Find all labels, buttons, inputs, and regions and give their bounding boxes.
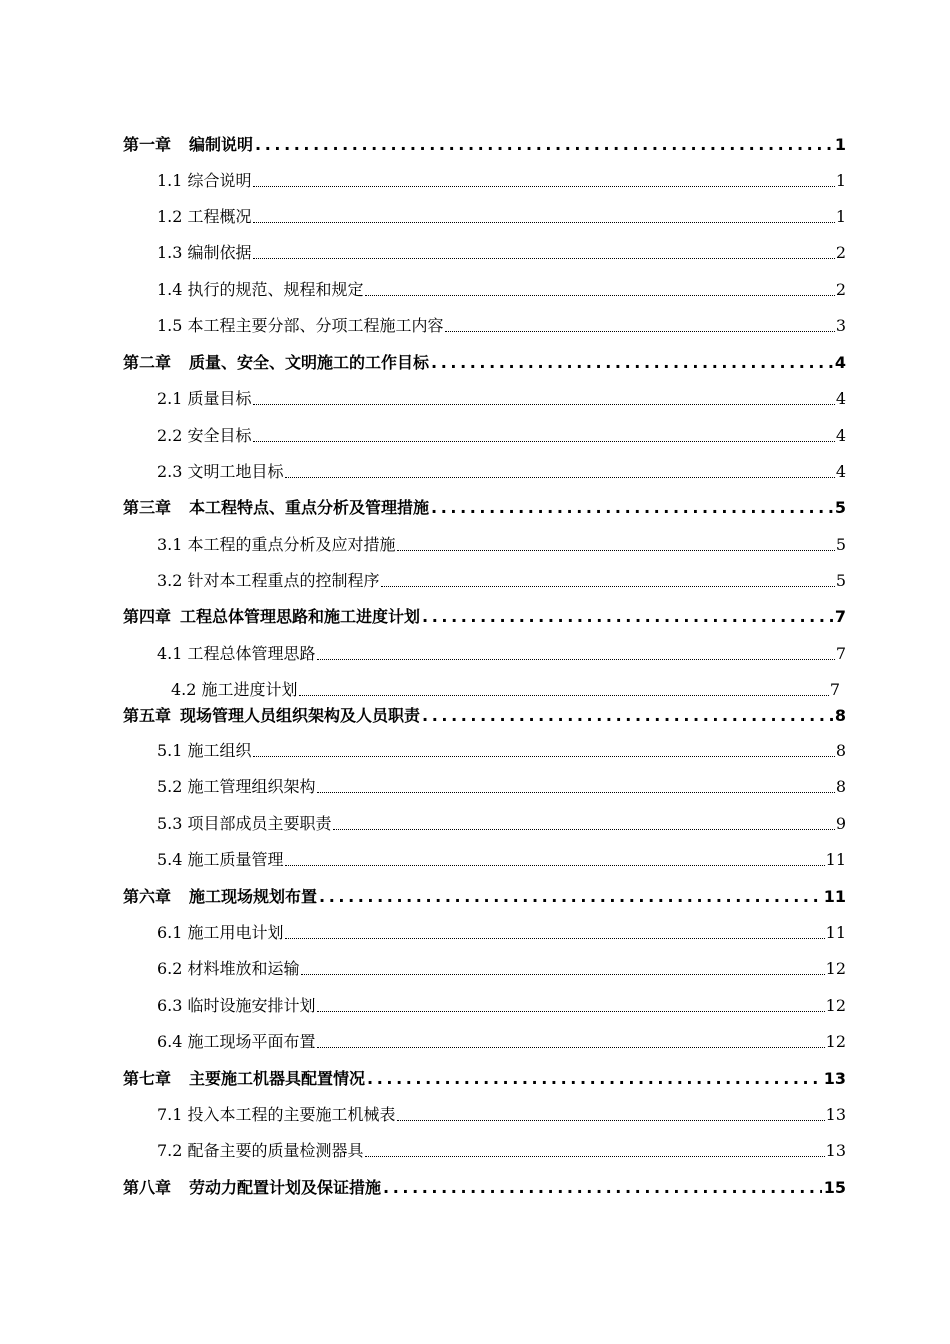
page-number: 12 bbox=[825, 996, 846, 1015]
dot-leader bbox=[365, 285, 835, 296]
toc-section-2-1[interactable] bbox=[157, 388, 846, 410]
page-number: 4 bbox=[835, 462, 846, 481]
page-number: 13 bbox=[823, 1069, 846, 1088]
dot-leader bbox=[319, 886, 822, 908]
toc-chapter-3[interactable] bbox=[123, 497, 846, 519]
section-title: 6.3 临时设施安排计划 bbox=[157, 996, 316, 1015]
dot-leader bbox=[317, 782, 835, 793]
page-number: 7 bbox=[834, 607, 846, 626]
toc-section-4-2[interactable] bbox=[171, 679, 840, 701]
section-title: 4.1 工程总体管理思路 bbox=[157, 644, 316, 663]
page-number: 12 bbox=[825, 1032, 846, 1051]
toc-section-1-2[interactable] bbox=[157, 206, 846, 228]
page-number: 1 bbox=[835, 171, 846, 190]
dot-leader bbox=[383, 1177, 822, 1199]
chapter-title: 质量、安全、文明施工的工作目标 bbox=[189, 353, 430, 372]
dot-leader bbox=[367, 1068, 822, 1090]
toc-chapter-6[interactable] bbox=[123, 886, 846, 908]
dot-leader bbox=[422, 606, 833, 628]
section-title: 3.1 本工程的重点分析及应对措施 bbox=[157, 535, 396, 554]
dot-leader bbox=[317, 1037, 825, 1048]
dot-leader bbox=[301, 964, 825, 975]
chapter-label: 第五章 bbox=[123, 706, 172, 725]
dot-leader bbox=[445, 321, 835, 332]
dot-leader bbox=[431, 352, 833, 374]
section-title: 5.4 施工质量管理 bbox=[157, 850, 284, 869]
section-title: 2.1 质量目标 bbox=[157, 389, 252, 408]
toc-chapter-1[interactable] bbox=[123, 134, 846, 156]
dot-leader bbox=[255, 134, 833, 156]
toc-chapter-8[interactable] bbox=[123, 1177, 846, 1199]
chapter-title: 施工现场规划布置 bbox=[189, 887, 318, 906]
dot-leader bbox=[422, 705, 833, 727]
toc-section-7-2[interactable] bbox=[157, 1140, 846, 1162]
page-number: 8 bbox=[835, 741, 846, 760]
section-title: 7.1 投入本工程的主要施工机械表 bbox=[157, 1105, 396, 1124]
page-number: 4 bbox=[834, 353, 846, 372]
toc-section-1-1[interactable] bbox=[157, 170, 846, 192]
chapter-title: 劳动力配置计划及保证措施 bbox=[189, 1178, 382, 1197]
dot-leader bbox=[253, 746, 835, 757]
page-number: 5 bbox=[835, 535, 846, 554]
chapter-title: 本工程特点、重点分析及管理措施 bbox=[189, 498, 430, 517]
chapter-title: 现场管理人员组织架构及人员职责 bbox=[180, 706, 421, 725]
page-number: 1 bbox=[835, 207, 846, 226]
section-title: 1.5 本工程主要分部、分项工程施工内容 bbox=[157, 316, 444, 335]
chapter-label: 第四章 bbox=[123, 607, 172, 626]
toc-section-3-2[interactable] bbox=[157, 570, 846, 592]
page-number: 2 bbox=[835, 243, 846, 262]
chapter-label: 第三章 bbox=[123, 498, 172, 517]
section-title: 6.1 施工用电计划 bbox=[157, 923, 284, 942]
dot-leader bbox=[253, 176, 835, 187]
toc-section-2-2[interactable] bbox=[157, 425, 846, 447]
toc-chapter-7[interactable] bbox=[123, 1068, 846, 1090]
toc-section-5-4[interactable] bbox=[157, 849, 846, 871]
page-number: 11 bbox=[825, 923, 846, 942]
page-number: 8 bbox=[835, 777, 846, 796]
dot-leader bbox=[253, 431, 835, 442]
chapter-title: 编制说明 bbox=[189, 135, 254, 154]
dot-leader bbox=[365, 1146, 825, 1157]
toc-section-5-2[interactable] bbox=[157, 776, 846, 798]
dot-leader bbox=[333, 819, 835, 830]
toc-section-6-1[interactable] bbox=[157, 922, 846, 944]
page-number: 5 bbox=[835, 571, 846, 590]
section-title: 4.2 施工进度计划 bbox=[171, 680, 298, 699]
page-number: 4 bbox=[835, 389, 846, 408]
toc-section-7-1[interactable] bbox=[157, 1104, 846, 1126]
dot-leader bbox=[317, 649, 835, 660]
toc-section-1-3[interactable] bbox=[157, 242, 846, 264]
page-number: 5 bbox=[834, 498, 846, 517]
toc-section-5-3[interactable] bbox=[157, 813, 846, 835]
chapter-label: 第二章 bbox=[123, 353, 172, 372]
dot-leader bbox=[285, 928, 825, 939]
toc-section-2-3[interactable] bbox=[157, 461, 846, 483]
page-number: 7 bbox=[835, 644, 846, 663]
page-number: 11 bbox=[823, 887, 846, 906]
dot-leader bbox=[397, 1110, 825, 1121]
chapter-title: 工程总体管理思路和施工进度计划 bbox=[180, 607, 421, 626]
dot-leader bbox=[397, 540, 835, 551]
section-title: 5.3 项目部成员主要职责 bbox=[157, 814, 332, 833]
section-title: 2.2 安全目标 bbox=[157, 426, 252, 445]
page-number: 3 bbox=[835, 316, 846, 335]
page-number: 11 bbox=[825, 850, 846, 869]
page-number: 2 bbox=[835, 280, 846, 299]
page-number: 1 bbox=[834, 135, 846, 154]
toc-section-1-4[interactable] bbox=[157, 279, 846, 301]
toc-section-6-4[interactable] bbox=[157, 1031, 846, 1053]
toc-section-6-2[interactable] bbox=[157, 958, 846, 980]
page-number: 12 bbox=[825, 959, 846, 978]
dot-leader bbox=[253, 212, 835, 223]
toc-section-3-1[interactable] bbox=[157, 534, 846, 556]
dot-leader bbox=[285, 467, 835, 478]
page-number: 15 bbox=[823, 1178, 846, 1197]
toc-section-1-5[interactable] bbox=[157, 315, 846, 337]
chapter-title: 主要施工机器具配置情况 bbox=[189, 1069, 366, 1088]
section-title: 6.2 材料堆放和运输 bbox=[157, 959, 300, 978]
page-number: 9 bbox=[835, 814, 846, 833]
section-title: 1.2 工程概况 bbox=[157, 207, 252, 226]
dot-leader bbox=[317, 1001, 825, 1012]
toc-chapter-2[interactable] bbox=[123, 352, 846, 374]
toc-section-6-3[interactable] bbox=[157, 995, 846, 1017]
page-number: 4 bbox=[835, 426, 846, 445]
dot-leader bbox=[299, 685, 829, 696]
page-number: 7 bbox=[829, 680, 840, 699]
section-title: 1.4 执行的规范、规程和规定 bbox=[157, 280, 364, 299]
toc-chapter-5[interactable] bbox=[123, 705, 846, 727]
page-number: 13 bbox=[825, 1141, 846, 1160]
dot-leader bbox=[253, 394, 835, 405]
chapter-label: 第七章 bbox=[123, 1069, 172, 1088]
section-title: 1.3 编制依据 bbox=[157, 243, 252, 262]
section-title: 3.2 针对本工程重点的控制程序 bbox=[157, 571, 380, 590]
dot-leader bbox=[381, 576, 835, 587]
section-title: 5.2 施工管理组织架构 bbox=[157, 777, 316, 796]
dot-leader bbox=[253, 248, 835, 259]
chapter-label: 第八章 bbox=[123, 1178, 172, 1197]
toc-section-4-1[interactable] bbox=[157, 643, 846, 665]
section-title: 5.1 施工组织 bbox=[157, 741, 252, 760]
page-number: 8 bbox=[834, 706, 846, 725]
dot-leader bbox=[285, 855, 825, 866]
section-title: 2.3 文明工地目标 bbox=[157, 462, 284, 481]
toc-section-5-1[interactable] bbox=[157, 740, 846, 762]
section-title: 1.1 综合说明 bbox=[157, 171, 252, 190]
chapter-label: 第六章 bbox=[123, 887, 172, 906]
dot-leader bbox=[431, 497, 833, 519]
toc-chapter-4[interactable] bbox=[123, 606, 846, 628]
chapter-label: 第一章 bbox=[123, 135, 172, 154]
section-title: 7.2 配备主要的质量检测器具 bbox=[157, 1141, 364, 1160]
page-number: 13 bbox=[825, 1105, 846, 1124]
section-title: 6.4 施工现场平面布置 bbox=[157, 1032, 316, 1051]
